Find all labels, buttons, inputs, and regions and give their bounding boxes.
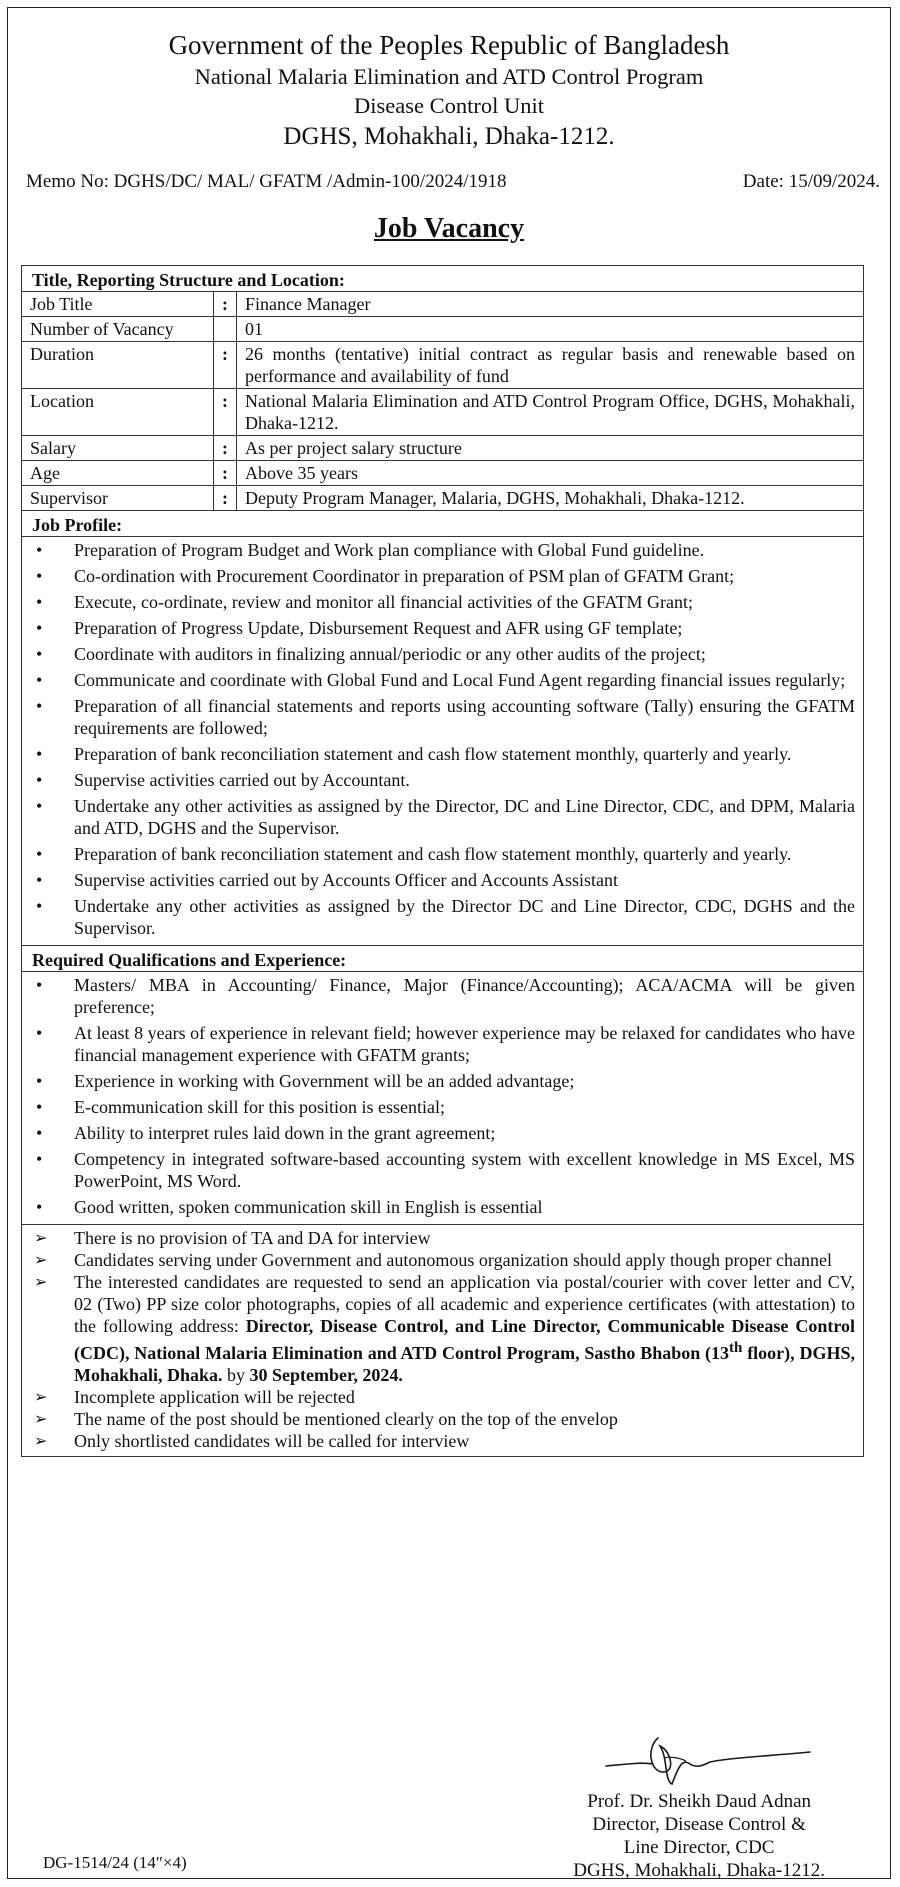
table-row	[22, 389, 863, 436]
list-item: • Co-ordination with Procurement Coordinator in preparation of PSM plan of GFATM Grant;	[32, 565, 855, 587]
note-text: by	[222, 1365, 250, 1385]
info-key: Duration	[22, 342, 214, 389]
signature-image	[598, 1728, 818, 1788]
list-item: • Preparation of bank reconciliation statement and cash flow statement monthly, quarterly and yearly.	[32, 743, 855, 765]
signatory-role: Director, Disease Control &	[592, 1814, 806, 1835]
info-colon: :	[214, 436, 237, 461]
info-colon: :	[214, 461, 237, 486]
list-item: • E-communication skill for this position is essential;	[32, 1096, 855, 1118]
signatory-block	[573, 1790, 825, 1882]
info-key: Salary	[22, 436, 214, 461]
application-address: Director, Disease Control, and Line Director, Communicable Disease Control (CDC), National Malaria Elimination and ATD Control Program, Sastho Bhabon (13	[74, 1316, 855, 1363]
list-item: • Execute, co-ordinate, review and monitor all financial activities of the GFATM Grant;	[32, 591, 855, 613]
info-key: Number of Vacancy	[22, 317, 214, 342]
memo-number: Memo No: DGHS/DC/ MAL/ GFATM /Admin-100/2024/1918	[26, 171, 507, 192]
list-item: ➢ Only shortlisted candidates will be called for interview	[32, 1430, 855, 1452]
floor-suffix: th	[729, 1340, 743, 1356]
table-row	[22, 292, 863, 317]
list-item: • Experience in working with Government will be an added advantage;	[32, 1070, 855, 1092]
info-colon: :	[214, 486, 237, 511]
list-item: ➢ The name of the post should be mentioned clearly on the top of the envelop	[32, 1408, 855, 1430]
deadline-date: 30 September, 2024.	[249, 1365, 403, 1385]
office-address: DGHS, Mohakhali, Dhaka-1212.	[283, 123, 615, 150]
info-value: As per project salary structure	[237, 436, 864, 461]
list-item: • Undertake any other activities as assigned by the Director, DC and Line Director, CDC, and DPM, Malaria and ATD, DGHS and the Supervisor.	[32, 795, 855, 839]
memo-date: Date: 15/09/2024.	[742, 171, 880, 192]
note-text: The interested candidates are requested to send an application via postal/courier with cover letter and CV, 02 (Two) PP size color photographs, copies of all academic and experience certificates (with attestation) to the following address:	[74, 1272, 855, 1336]
info-value: Above 35 years	[237, 461, 864, 486]
table-row	[22, 486, 863, 511]
list-item: • Communicate and coordinate with Global Fund and Local Fund Agent regarding financial issues regularly;	[32, 669, 855, 691]
list-item: • Preparation of bank reconciliation statement and cash flow statement monthly, quarterly and yearly.	[32, 843, 855, 865]
qualifications-list	[22, 972, 863, 1225]
list-item: • At least 8 years of experience in relevant field; however experience may be relaxed for candidates who have financial management experience with GFATM grants;	[32, 1022, 855, 1066]
list-item: • Supervise activities carried out by Accounts Officer and Accounts Assistant	[32, 869, 855, 891]
info-key: Job Title	[22, 292, 214, 317]
info-colon: :	[214, 389, 237, 436]
job-profile-list	[22, 537, 863, 946]
table-row	[22, 436, 863, 461]
info-key: Age	[22, 461, 214, 486]
signatory-name: Prof. Dr. Sheikh Daud Adnan	[587, 1791, 812, 1812]
info-colon: :	[214, 292, 237, 317]
list-item: ➢ Candidates serving under Government and autonomous organization should apply though proper channel	[32, 1249, 855, 1271]
table-row	[22, 317, 863, 342]
section-heading-qualifications: Required Qualifications and Experience:	[22, 946, 863, 972]
info-colon	[214, 317, 237, 342]
table-row	[22, 461, 863, 486]
list-item	[32, 1271, 855, 1386]
signatory-address: DGHS, Mohakhali, Dhaka-1212.	[573, 1860, 825, 1881]
list-item: • Competency in integrated software-based accounting system with excellent knowledge in MS Excel, MS PowerPoint, MS Word.	[32, 1148, 855, 1192]
info-value: 01	[237, 317, 864, 342]
section-heading-profile: Job Profile:	[22, 511, 863, 537]
list-item: • Preparation of Progress Update, Disbursement Request and AFR using GF template;	[32, 617, 855, 639]
application-address-end: floor), DGHS, Mohakhali, Dhaka.	[74, 1343, 855, 1385]
gov-name: Government of the Peoples Republic of Bangladesh	[168, 30, 730, 60]
info-value: 26 months (tentative) initial contract as regular basis and renewable based on performance and availability of fund	[237, 342, 864, 389]
info-colon: :	[214, 342, 237, 389]
application-notes	[22, 1225, 863, 1456]
memo-line	[26, 171, 880, 193]
list-item: • Coordinate with auditors in finalizing annual/periodic or any other audits of the project;	[32, 643, 855, 665]
unit-name: Disease Control Unit	[354, 93, 544, 118]
list-item: • Supervise activities carried out by Accountant.	[32, 769, 855, 791]
list-item: ➢ There is no provision of TA and DA for interview	[32, 1227, 855, 1249]
info-value: National Malaria Elimination and ATD Control Program Office, DGHS, Mohakhali, Dhaka-1212.	[237, 389, 864, 436]
section-heading-structure: Title, Reporting Structure and Location:	[22, 266, 863, 292]
letterhead	[8, 28, 890, 154]
notice-page	[7, 7, 891, 1879]
list-item: • Preparation of Program Budget and Work plan compliance with Global Fund guideline.	[32, 539, 855, 561]
signatory-role: Line Director, CDC	[623, 1837, 775, 1858]
list-item: • Masters/ MBA in Accounting/ Finance, Major (Finance/Accounting); ACA/ACMA will be given preference;	[32, 974, 855, 1018]
list-item: ➢ Incomplete application will be rejected	[32, 1386, 855, 1408]
info-table	[22, 292, 863, 511]
vacancy-details	[21, 265, 864, 1457]
list-item: • Good written, spoken communication skill in English is essential	[32, 1196, 855, 1218]
list-item: • Undertake any other activities as assigned by the Director DC and Line Director, CDC, DGHS and the Supervisor.	[32, 895, 855, 939]
footer-code: DG-1514/24 (14″×4)	[43, 1853, 187, 1872]
info-value: Finance Manager	[237, 292, 864, 317]
info-key: Supervisor	[22, 486, 214, 511]
table-row	[22, 342, 863, 389]
list-item: • Ability to interpret rules laid down in the grant agreement;	[32, 1122, 855, 1144]
info-key: Location	[22, 389, 214, 436]
info-value: Deputy Program Manager, Malaria, DGHS, Mohakhali, Dhaka-1212.	[237, 486, 864, 511]
list-item: • Preparation of all financial statements and reports using accounting software (Tally) ensuring the GFATM requirements are followed;	[32, 695, 855, 739]
program-name: National Malaria Elimination and ATD Control Program	[194, 64, 704, 89]
page-title: Job Vacancy	[373, 213, 525, 244]
